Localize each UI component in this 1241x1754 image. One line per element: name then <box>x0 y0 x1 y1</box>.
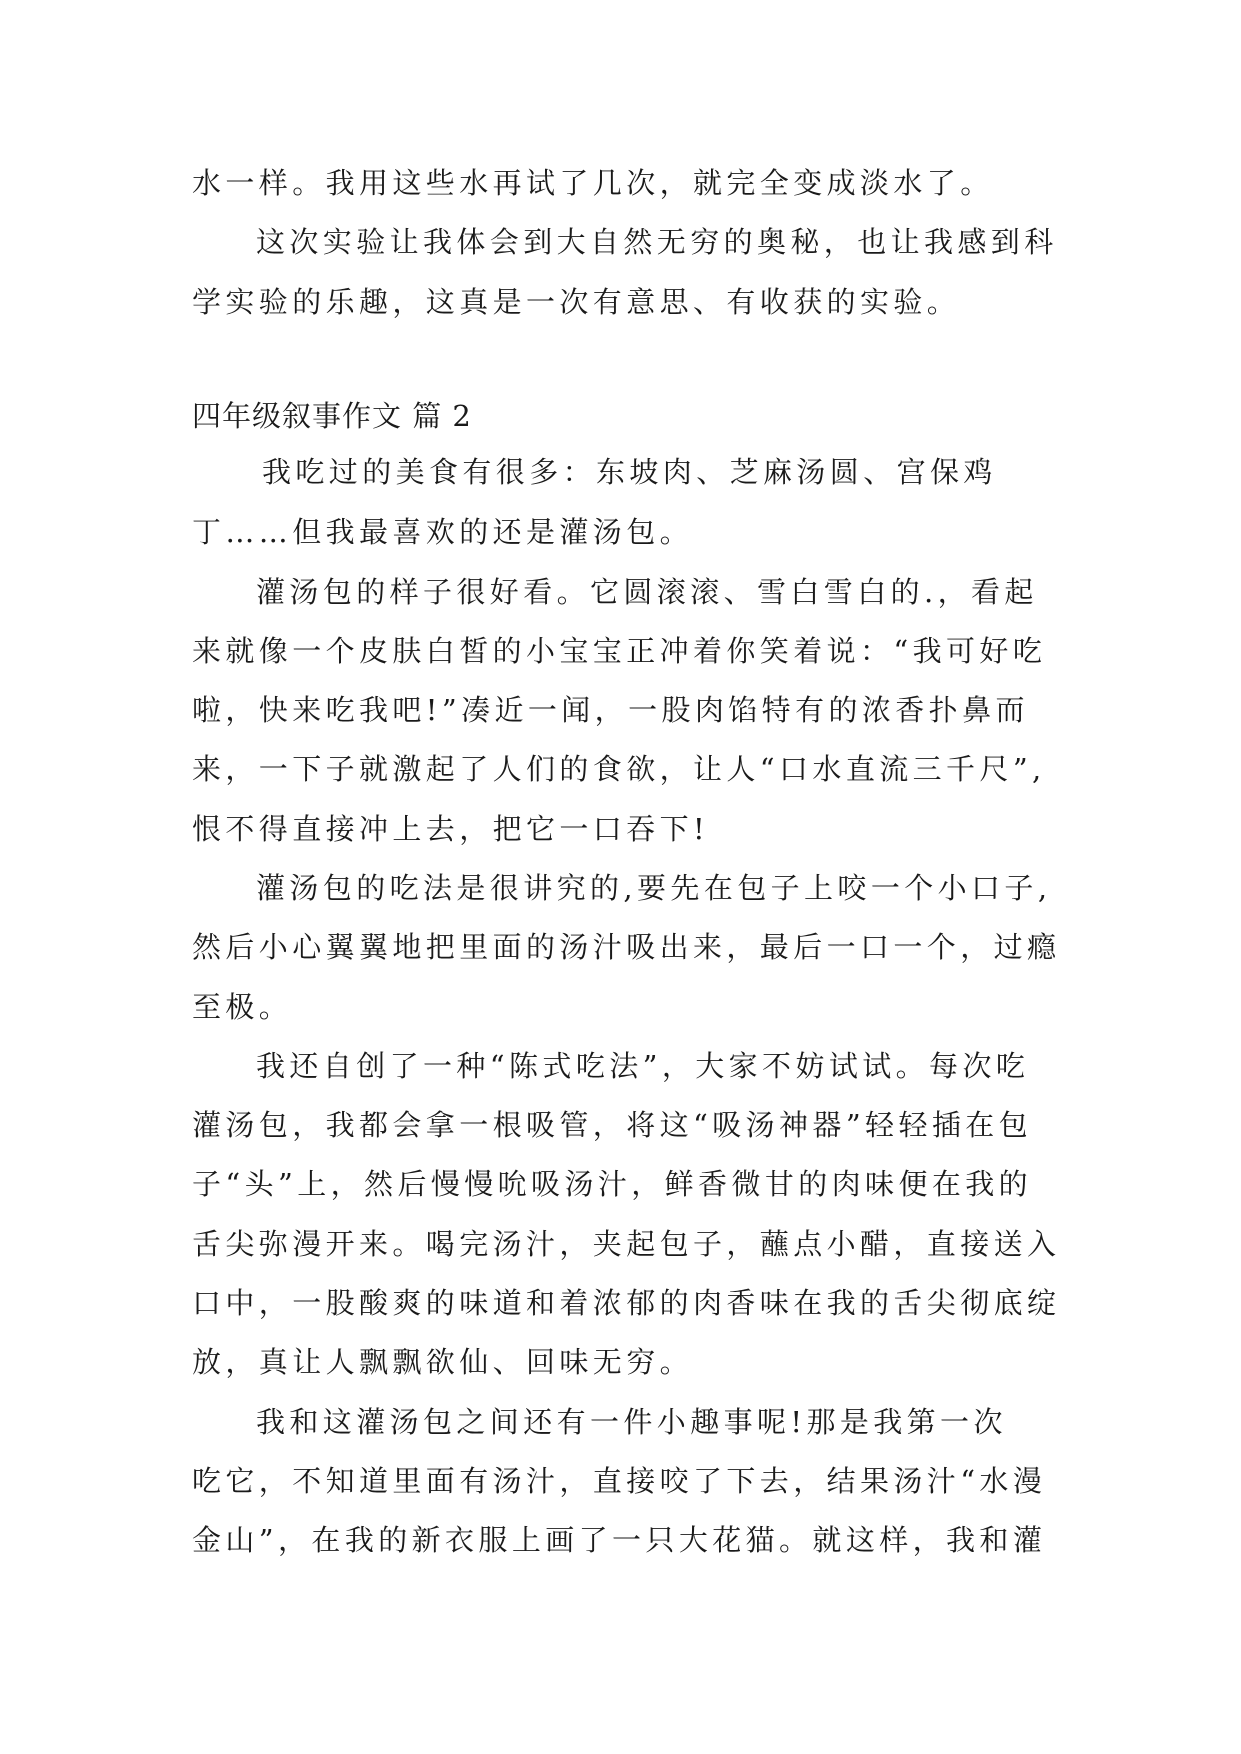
text-line: 这次实验让我体会到大自然无穷的奥秘，也让我感到科 <box>256 225 1058 259</box>
text-line: 灌汤包的样子很好看。它圆滚滚、雪白雪白的.，看起 <box>256 575 1038 609</box>
text-line: 我还自创了一种“陈式吃法”，大家不妨试试。每次吃 <box>256 1049 1030 1083</box>
text-line: 口中，一股酸爽的味道和着浓郁的肉香味在我的舌尖彻底绽 <box>192 1286 1061 1320</box>
text-line: 恨不得直接冲上去，把它一口吞下! <box>192 812 710 846</box>
text-line: 子“头”上，然后慢慢吮吸汤汁，鲜香微甘的肉味便在我的 <box>192 1167 1033 1201</box>
text-line: 来，一下子就激起了人们的食欲，让人“口水直流三千尺”, <box>192 752 1046 786</box>
text-line: 然后小心翼翼地把里面的汤汁吸出来，最后一口一个，过瘾 <box>192 930 1061 964</box>
text-line: 吃它，不知道里面有汤汁，直接咬了下去，结果汤汁“水漫 <box>192 1464 1047 1498</box>
text-line: 灌汤包的吃法是很讲究的,要先在包子上咬一个小口子, <box>256 871 1052 905</box>
text-line: 我和这灌汤包之间还有一件小趣事呢!那是我第一次 <box>256 1405 1007 1439</box>
text-line: 啦，快来吃我吧!”凑近一闻，一股肉馅特有的浓香扑鼻而 <box>192 693 1029 727</box>
section-heading: 四年级叙事作文 篇 2 <box>192 399 472 433</box>
text-line: 我吃过的美食有很多：东坡肉、芝麻汤圆、宫保鸡 <box>262 455 997 489</box>
text-line: 来就像一个皮肤白皙的小宝宝正冲着你笑着说：“我可好吃 <box>192 634 1047 668</box>
text-line: 金山”，在我的新衣服上画了一只大花猫。就这样，我和灌 <box>192 1523 1047 1557</box>
text-line: 学实验的乐趣，这真是一次有意思、有收获的实验。 <box>192 285 961 319</box>
text-line: 丁……但我最喜欢的还是灌汤包。 <box>192 515 694 549</box>
text-line: 放，真让人飘飘欲仙、回味无穷。 <box>192 1345 694 1379</box>
text-line: 水一样。我用这些水再试了几次，就完全变成淡水了。 <box>192 166 994 200</box>
text-line: 至极。 <box>192 990 293 1024</box>
text-line: 舌尖弥漫开来。喝完汤汁，夹起包子，蘸点小醋，直接送入 <box>192 1227 1061 1261</box>
text-line: 灌汤包，我都会拿一根吸管，将这“吸汤神器”轻轻插在包 <box>192 1108 1033 1142</box>
